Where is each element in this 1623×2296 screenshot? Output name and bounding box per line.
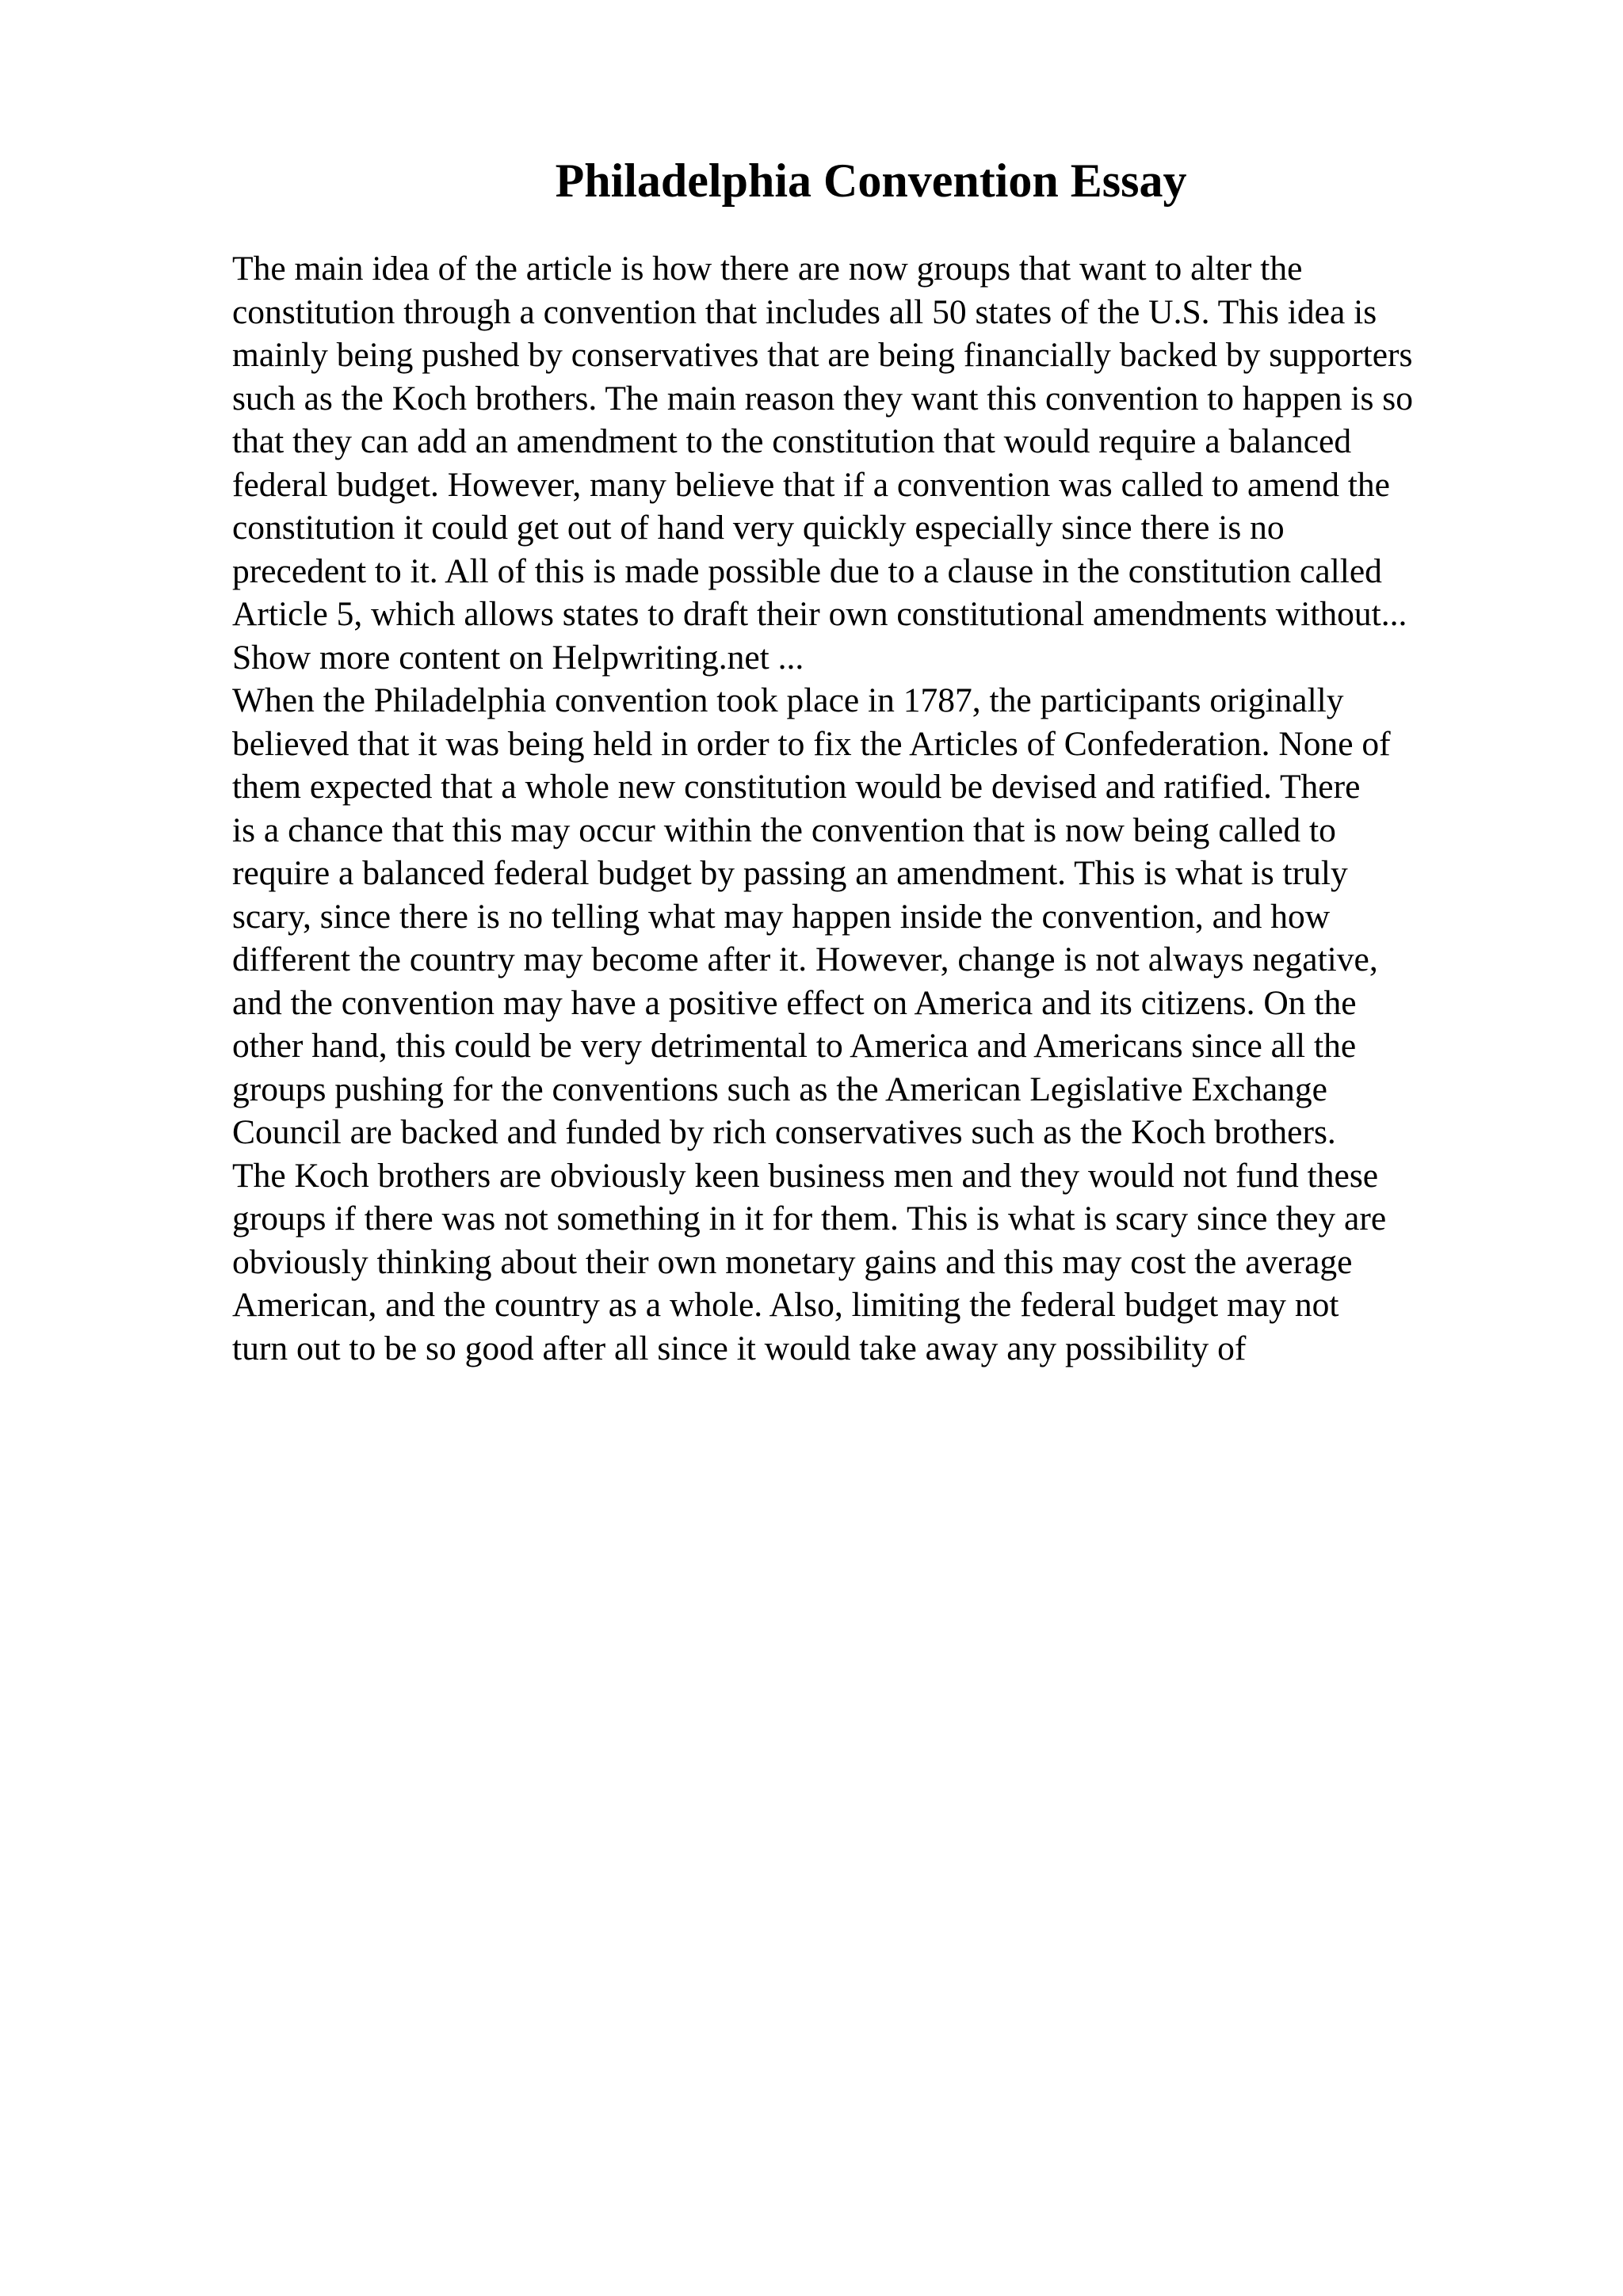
text-line: and the convention may have a positive effect on America and its citizens. On the bbox=[232, 983, 1357, 1022]
text-line: Council are backed and funded by rich conservatives such as the Koch brothers. bbox=[232, 1113, 1336, 1151]
text-line: The Koch brothers are obviously keen business men and they would not fund these bbox=[232, 1156, 1379, 1195]
text-line: The main idea of the article is how there are now groups that want to alter the bbox=[232, 250, 1303, 288]
text-line: is a chance that this may occur within the convention that is now being called to bbox=[232, 810, 1336, 849]
text-line: When the Philadelphia convention took place in 1787, the participants originally bbox=[232, 681, 1344, 719]
show-more-line: Show more content on Helpwriting.net ... bbox=[232, 638, 804, 677]
text-line: groups if there was not something in it for them. This is what is scary since they are bbox=[232, 1199, 1387, 1238]
text-line: them expected that a whole new constitution would be devised and ratified. There bbox=[232, 768, 1361, 806]
text-line: Article 5, which allows states to draft their own constitutional amendments without... bbox=[232, 595, 1407, 633]
text-line: obviously thinking about their own monetary gains and this may cost the average bbox=[232, 1242, 1353, 1281]
text-line: constitution through a convention that includes all 50 states of the U.S. This idea is bbox=[232, 292, 1377, 331]
text-line: federal budget. However, many believe that if a convention was called to amend the bbox=[232, 465, 1390, 504]
page-title: Philadelphia Convention Essay bbox=[555, 154, 1187, 207]
text-line: precedent to it. All of this is made possible due to a clause in the constitution called bbox=[232, 551, 1382, 590]
text-line: different the country may become after it. However, change is not always negative, bbox=[232, 940, 1378, 978]
text-line: mainly being pushed by conservatives that are being financially backed by supporters bbox=[232, 336, 1413, 374]
text-line: scary, since there is no telling what may happen inside the convention, and how bbox=[232, 897, 1331, 936]
essay-body bbox=[232, 247, 1579, 1370]
text-line: believed that it was being held in order to fix the Articles of Confederation. None of bbox=[232, 724, 1391, 763]
text-line: that they can add an amendment to the constitution that would require a balanced bbox=[232, 422, 1352, 460]
text-line: groups pushing for the conventions such as the American Legislative Exchange bbox=[232, 1070, 1327, 1108]
text-line: other hand, this could be very detrimental to America and Americans since all the bbox=[232, 1027, 1357, 1065]
text-line: constitution it could get out of hand very quickly especially since there is no bbox=[232, 509, 1285, 547]
text-line: such as the Koch brothers. The main reason they want this convention to happen is so bbox=[232, 379, 1413, 418]
text-line: American, and the country as a whole. Also, limiting the federal budget may not bbox=[232, 1286, 1339, 1324]
text-line: turn out to be so good after all since it would take away any possibility of bbox=[232, 1329, 1247, 1367]
text-line: require a balanced federal budget by passing an amendment. This is what is truly bbox=[232, 854, 1348, 892]
